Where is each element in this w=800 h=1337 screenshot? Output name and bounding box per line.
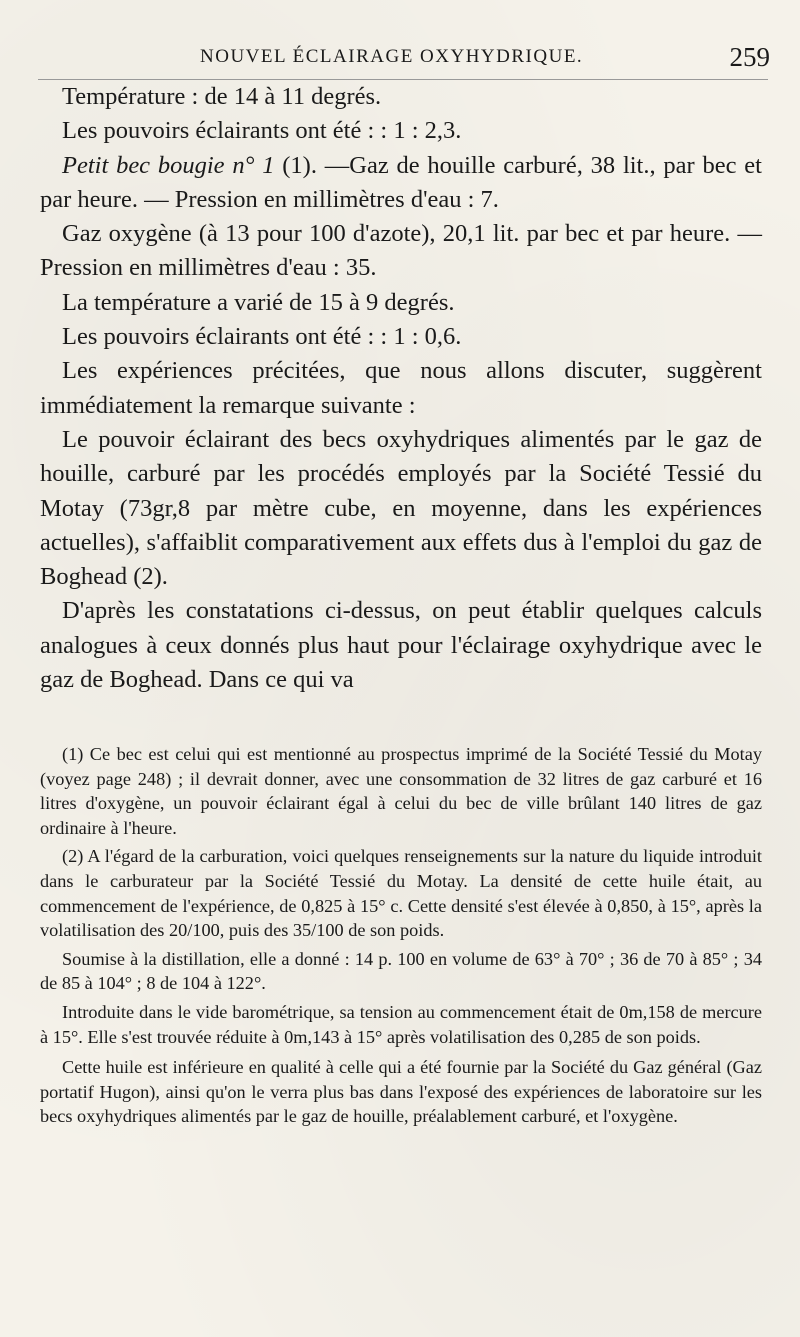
footnote-1: (1) Ce bec est celui qui est mentionné au prospectus imprimé de la Société Tessié du Motay (voyez page 248) ; il devrait donner, avec une consommation de 32 litres de gaz carburé et 16 litres d'oxygène, un pouvoir éclairant égal à celui du bec de ville brûlant 140 litres de gaz ordinaire à l'heure. — [40, 744, 762, 838]
petit-bec-text: (1). —Gaz de houille carburé, 38 lit., par bec et par heure. — Pression en millimètres d'eau : 7. — [40, 151, 762, 213]
paragraph-pouvoir-eclairant: Le pouvoir éclairant des becs oxyhydriques alimentés par le gaz de houille, carburé par les procédés employés par la Société Tessié du Motay (73gr,8 par mètre cube, en moyenne, dans les expériences actuelles), s'affaiblit comparativement aux effets dus à l'emploi du gaz de Boghead (2). — [40, 425, 762, 591]
running-title: NOUVEL ÉCLAIRAGE OXYHYDRIQUE. — [200, 46, 584, 67]
footnote-2-vide: Introduite dans le vide barométrique, sa tension au commencement était de 0m,158 de mercure à 15°. Elle s'est trouvée réduite à 0m,143 à 15° après volatilisation des 0,285 de son poids. — [40, 1001, 762, 1047]
paragraph-gaz-oxygene: Gaz oxygène (à 13 pour 100 d'azote), 20,1 lit. par bec et par heure. — Pression en millimètres d'eau : 35. — [40, 220, 762, 282]
paragraph-petit-bec — [40, 149, 762, 218]
paragraph-temperature-2: La température a varié de 15 à 9 degrés. — [62, 288, 455, 316]
paragraph-experiences: Les expériences précitées, que nous allons discuter, suggèrent immédiatement la remarque suivante : — [40, 357, 762, 419]
paragraph-pouvoirs-1: Les pouvoirs éclairants ont été : : 1 : 2,3. — [62, 117, 462, 145]
footnote-2-qualite: Cette huile est inférieure en qualité à celle qui a été fournie par la Société du Gaz général (Gaz portatif Hugon), ainsi qu'on le verra plus bas dans l'exposé des expériences de laboratoire sur les becs oxyhydriques alimentés par le gaz de houille, préalablement carburé, et l'oxygène. — [40, 1057, 762, 1127]
footnote-2: (2) A l'égard de la carburation, voici quelques renseignements sur la nature du liquide introduit dans le carburateur par la Société Tessié du Motay. La densité de cette huile était, au commencement de l'expérience, de 0,825 à 15° c. Cette densité s'est élevée à 0,850, à 15°, après la volatilisation des 20/100, puis des 35/100 de son poids. — [40, 846, 762, 941]
page-number: 259 — [729, 42, 770, 72]
paragraph-temperature-1: Température : de 14 à 11 degrés. — [62, 83, 382, 110]
running-head — [40, 42, 770, 78]
paragraph-constatations: D'après les constatations ci-dessus, on peut établir quelques calculs analogues à ceux donnés plus haut pour l'éclairage oxyhydrique avec le gaz de Boghead. Dans ce qui va — [40, 597, 762, 694]
main-text — [40, 80, 762, 697]
footnote-2-distillation: Soumise à la distillation, elle a donné : 14 p. 100 en volume de 63° à 70° ; 36 de 70 à 85° ; 34 de 85 à 104° ; 8 de 104 à 122°. — [40, 948, 762, 994]
petit-bec-italic: Petit bec bougie n° 1 — [62, 151, 275, 179]
footnotes — [40, 742, 762, 1129]
paragraph-pouvoirs-2: Les pouvoirs éclairants ont été : : 1 : 0,6. — [62, 323, 462, 351]
